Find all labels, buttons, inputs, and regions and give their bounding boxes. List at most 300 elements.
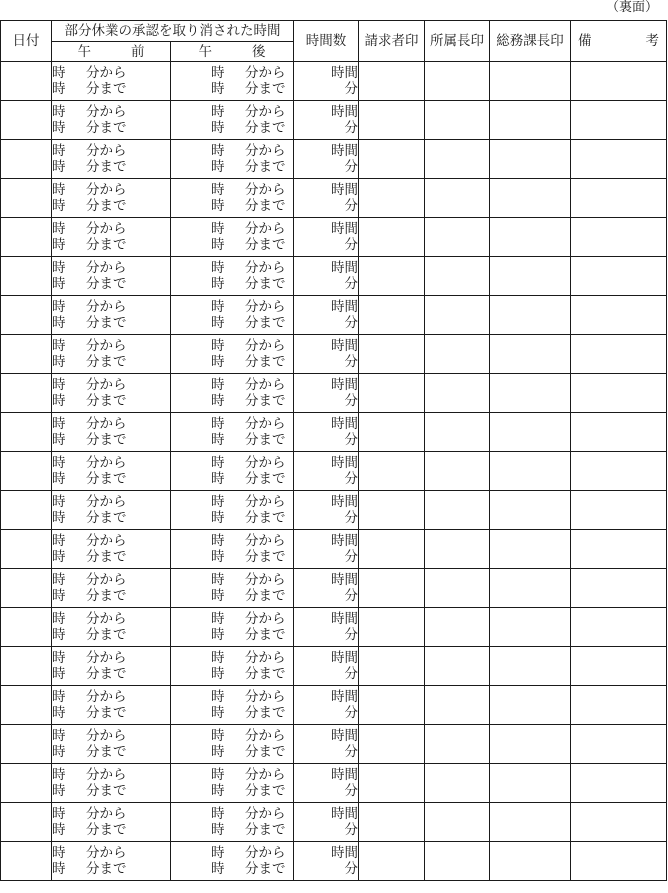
requester-seal-cell[interactable] <box>359 257 425 296</box>
hour-text: 時 <box>211 104 225 120</box>
pm-time-cell[interactable] <box>171 725 294 764</box>
table-row <box>1 374 667 413</box>
hour-text: 時 <box>211 120 225 136</box>
general-affairs-seal-cell[interactable] <box>490 686 571 725</box>
to-minutes-text: 分まで <box>86 315 127 331</box>
hour-text: 時 <box>52 416 66 432</box>
dept-head-seal-cell[interactable] <box>425 335 490 374</box>
date-cell[interactable] <box>1 803 52 842</box>
am-time-cell[interactable] <box>52 764 171 803</box>
hour-text: 時 <box>52 744 66 760</box>
from-minutes-text: 分から <box>86 533 127 549</box>
pm-time-cell[interactable] <box>171 530 294 569</box>
date-cell[interactable] <box>1 686 52 725</box>
table-row <box>1 686 667 725</box>
from-minutes-text: 分から <box>86 767 127 783</box>
to-minutes-text: 分まで <box>245 822 286 838</box>
from-minutes-text: 分から <box>245 65 286 81</box>
from-minutes-text: 分から <box>86 806 127 822</box>
pm-time-cell[interactable] <box>171 101 294 140</box>
general-affairs-seal-cell[interactable] <box>490 62 571 101</box>
notes-cell[interactable] <box>571 62 667 101</box>
dept-head-seal-cell[interactable] <box>425 803 490 842</box>
notes-cell[interactable] <box>571 686 667 725</box>
pm-time-cell[interactable] <box>171 569 294 608</box>
hours-unit-text: 時間 <box>331 143 358 159</box>
header-requester-seal: 請求者印 <box>359 21 425 62</box>
general-affairs-seal-cell[interactable] <box>490 452 571 491</box>
hour-text: 時 <box>52 689 66 705</box>
hours-cell[interactable] <box>294 218 359 257</box>
hour-text: 時 <box>211 455 225 471</box>
general-affairs-seal-cell[interactable] <box>490 608 571 647</box>
dept-head-seal-cell[interactable] <box>425 179 490 218</box>
hour-text: 時 <box>211 143 225 159</box>
notes-cell[interactable] <box>571 842 667 881</box>
general-affairs-seal-cell[interactable] <box>490 764 571 803</box>
am-time-cell[interactable] <box>52 530 171 569</box>
dept-head-seal-cell[interactable] <box>425 62 490 101</box>
general-affairs-seal-cell[interactable] <box>490 842 571 881</box>
minutes-unit-text: 分 <box>344 471 358 487</box>
to-minutes-text: 分まで <box>86 159 127 175</box>
hour-text: 時 <box>52 393 66 409</box>
minutes-unit-text: 分 <box>344 861 358 877</box>
dept-head-seal-cell[interactable] <box>425 296 490 335</box>
hour-text: 時 <box>52 822 66 838</box>
table-row <box>1 803 667 842</box>
hour-text: 時 <box>52 494 66 510</box>
general-affairs-seal-cell[interactable] <box>490 257 571 296</box>
hour-text: 時 <box>52 143 66 159</box>
from-minutes-text: 分から <box>245 689 286 705</box>
hours-unit-text: 時間 <box>331 806 358 822</box>
from-minutes-text: 分から <box>86 728 127 744</box>
from-minutes-text: 分から <box>86 689 127 705</box>
to-minutes-text: 分まで <box>245 315 286 331</box>
date-cell[interactable] <box>1 218 52 257</box>
dept-head-seal-cell[interactable] <box>425 686 490 725</box>
hour-text: 時 <box>211 354 225 370</box>
hours-cell[interactable] <box>294 413 359 452</box>
from-minutes-text: 分から <box>245 338 286 354</box>
pm-time-cell[interactable] <box>171 335 294 374</box>
am-time-cell[interactable] <box>52 803 171 842</box>
notes-cell[interactable] <box>571 530 667 569</box>
am-time-cell[interactable] <box>52 296 171 335</box>
hours-cell[interactable] <box>294 686 359 725</box>
notes-cell[interactable] <box>571 101 667 140</box>
date-cell[interactable] <box>1 647 52 686</box>
header-hours: 時間数 <box>294 21 359 62</box>
to-minutes-text: 分まで <box>245 471 286 487</box>
am-time-cell[interactable] <box>52 179 171 218</box>
header-dept-head-seal: 所属長印 <box>425 21 490 62</box>
dept-head-seal-cell[interactable] <box>425 101 490 140</box>
am-time-cell[interactable] <box>52 647 171 686</box>
dept-head-seal-cell[interactable] <box>425 647 490 686</box>
from-minutes-text: 分から <box>245 533 286 549</box>
notes-cell[interactable] <box>571 569 667 608</box>
hours-unit-text: 時間 <box>331 182 358 198</box>
to-minutes-text: 分まで <box>245 276 286 292</box>
table-row <box>1 608 667 647</box>
dept-head-seal-cell[interactable] <box>425 764 490 803</box>
hour-text: 時 <box>211 221 225 237</box>
pm-time-cell[interactable] <box>171 374 294 413</box>
general-affairs-seal-cell[interactable] <box>490 413 571 452</box>
pm-time-cell[interactable] <box>171 686 294 725</box>
date-cell[interactable] <box>1 725 52 764</box>
date-cell[interactable] <box>1 179 52 218</box>
date-cell[interactable] <box>1 296 52 335</box>
dept-head-seal-cell[interactable] <box>425 842 490 881</box>
minutes-unit-text: 分 <box>344 159 358 175</box>
am-time-cell[interactable] <box>52 257 171 296</box>
to-minutes-text: 分まで <box>245 510 286 526</box>
hours-cell[interactable] <box>294 491 359 530</box>
am-time-cell[interactable] <box>52 452 171 491</box>
header-am: 午 前 <box>52 42 171 62</box>
hours-unit-text: 時間 <box>331 221 358 237</box>
notes-cell[interactable] <box>571 452 667 491</box>
hours-cell[interactable] <box>294 296 359 335</box>
hour-text: 時 <box>52 377 66 393</box>
requester-seal-cell[interactable] <box>359 179 425 218</box>
hour-text: 時 <box>52 237 66 253</box>
hours-cell[interactable] <box>294 62 359 101</box>
to-minutes-text: 分まで <box>86 705 127 721</box>
from-minutes-text: 分から <box>245 611 286 627</box>
hours-cell[interactable] <box>294 725 359 764</box>
general-affairs-seal-cell[interactable] <box>490 569 571 608</box>
am-time-cell[interactable] <box>52 101 171 140</box>
hours-cell[interactable] <box>294 101 359 140</box>
notes-cell[interactable] <box>571 608 667 647</box>
hours-unit-text: 時間 <box>331 611 358 627</box>
hour-text: 時 <box>52 432 66 448</box>
to-minutes-text: 分まで <box>86 471 127 487</box>
minutes-unit-text: 分 <box>344 588 358 604</box>
from-minutes-text: 分から <box>86 611 127 627</box>
requester-seal-cell[interactable] <box>359 842 425 881</box>
dept-head-seal-cell[interactable] <box>425 257 490 296</box>
minutes-unit-text: 分 <box>344 315 358 331</box>
minutes-unit-text: 分 <box>344 81 358 97</box>
am-time-cell[interactable] <box>52 413 171 452</box>
hours-cell[interactable] <box>294 335 359 374</box>
date-cell[interactable] <box>1 62 52 101</box>
am-time-cell[interactable] <box>52 842 171 881</box>
hour-text: 時 <box>52 650 66 666</box>
requester-seal-cell[interactable] <box>359 413 425 452</box>
pm-time-cell[interactable] <box>171 452 294 491</box>
general-affairs-seal-cell[interactable] <box>490 218 571 257</box>
pm-time-cell[interactable] <box>171 608 294 647</box>
minutes-unit-text: 分 <box>344 666 358 682</box>
requester-seal-cell[interactable] <box>359 335 425 374</box>
hour-text: 時 <box>52 845 66 861</box>
date-cell[interactable] <box>1 452 52 491</box>
date-cell[interactable] <box>1 491 52 530</box>
hour-text: 時 <box>52 572 66 588</box>
hour-text: 時 <box>211 650 225 666</box>
pm-time-cell[interactable] <box>171 218 294 257</box>
hour-text: 時 <box>52 338 66 354</box>
am-time-cell[interactable] <box>52 62 171 101</box>
hour-text: 時 <box>211 182 225 198</box>
minutes-unit-text: 分 <box>344 510 358 526</box>
requester-seal-cell[interactable] <box>359 764 425 803</box>
from-minutes-text: 分から <box>245 767 286 783</box>
pm-time-cell[interactable] <box>171 257 294 296</box>
requester-seal-cell[interactable] <box>359 491 425 530</box>
general-affairs-seal-cell[interactable] <box>490 530 571 569</box>
dept-head-seal-cell[interactable] <box>425 413 490 452</box>
table-row <box>1 218 667 257</box>
from-minutes-text: 分から <box>245 221 286 237</box>
to-minutes-text: 分まで <box>86 354 127 370</box>
hours-cell[interactable] <box>294 530 359 569</box>
hours-unit-text: 時間 <box>331 728 358 744</box>
to-minutes-text: 分まで <box>245 549 286 565</box>
hours-unit-text: 時間 <box>331 494 358 510</box>
from-minutes-text: 分から <box>245 416 286 432</box>
hour-text: 時 <box>211 65 225 81</box>
general-affairs-seal-cell[interactable] <box>490 491 571 530</box>
header-pm: 午 後 <box>171 42 294 62</box>
hour-text: 時 <box>52 767 66 783</box>
to-minutes-text: 分まで <box>86 120 127 136</box>
pm-time-cell[interactable] <box>171 647 294 686</box>
pm-time-cell[interactable] <box>171 413 294 452</box>
pm-time-cell[interactable] <box>171 842 294 881</box>
am-time-cell[interactable] <box>52 686 171 725</box>
general-affairs-seal-cell[interactable] <box>490 101 571 140</box>
hours-cell[interactable] <box>294 803 359 842</box>
general-affairs-seal-cell[interactable] <box>490 179 571 218</box>
date-cell[interactable] <box>1 842 52 881</box>
from-minutes-text: 分から <box>245 143 286 159</box>
from-minutes-text: 分から <box>86 377 127 393</box>
date-cell[interactable] <box>1 335 52 374</box>
minutes-unit-text: 分 <box>344 822 358 838</box>
table-row <box>1 725 667 764</box>
requester-seal-cell[interactable] <box>359 374 425 413</box>
partial-leave-cancellation-table <box>0 20 667 881</box>
requester-seal-cell[interactable] <box>359 62 425 101</box>
hour-text: 時 <box>52 861 66 877</box>
hour-text: 時 <box>211 494 225 510</box>
notes-cell[interactable] <box>571 647 667 686</box>
notes-cell[interactable] <box>571 179 667 218</box>
dept-head-seal-cell[interactable] <box>425 140 490 179</box>
requester-seal-cell[interactable] <box>359 686 425 725</box>
hour-text: 時 <box>211 705 225 721</box>
date-cell[interactable] <box>1 257 52 296</box>
dept-head-seal-cell[interactable] <box>425 491 490 530</box>
hours-cell[interactable] <box>294 569 359 608</box>
notes-cell[interactable] <box>571 335 667 374</box>
requester-seal-cell[interactable] <box>359 296 425 335</box>
hours-unit-text: 時間 <box>331 689 358 705</box>
to-minutes-text: 分まで <box>245 861 286 877</box>
from-minutes-text: 分から <box>245 806 286 822</box>
hours-cell[interactable] <box>294 842 359 881</box>
table-row <box>1 647 667 686</box>
notes-cell[interactable] <box>571 296 667 335</box>
pm-time-cell[interactable] <box>171 803 294 842</box>
hour-text: 時 <box>211 299 225 315</box>
am-time-cell[interactable] <box>52 569 171 608</box>
dept-head-seal-cell[interactable] <box>425 569 490 608</box>
general-affairs-seal-cell[interactable] <box>490 803 571 842</box>
to-minutes-text: 分まで <box>86 783 127 799</box>
dept-head-seal-cell[interactable] <box>425 608 490 647</box>
hour-text: 時 <box>52 65 66 81</box>
requester-seal-cell[interactable] <box>359 647 425 686</box>
hour-text: 時 <box>211 276 225 292</box>
minutes-unit-text: 分 <box>344 432 358 448</box>
pm-time-cell[interactable] <box>171 296 294 335</box>
notes-cell[interactable] <box>571 140 667 179</box>
requester-seal-cell[interactable] <box>359 452 425 491</box>
requester-seal-cell[interactable] <box>359 101 425 140</box>
header-cancelled-time: 部分休業の承認を取り消された時間 <box>52 21 294 42</box>
notes-cell[interactable] <box>571 764 667 803</box>
notes-cell[interactable] <box>571 374 667 413</box>
pm-time-cell[interactable] <box>171 140 294 179</box>
am-time-cell[interactable] <box>52 608 171 647</box>
hour-text: 時 <box>52 588 66 604</box>
requester-seal-cell[interactable] <box>359 140 425 179</box>
hours-cell[interactable] <box>294 452 359 491</box>
requester-seal-cell[interactable] <box>359 218 425 257</box>
hours-unit-text: 時間 <box>331 338 358 354</box>
hours-cell[interactable] <box>294 608 359 647</box>
hour-text: 時 <box>52 510 66 526</box>
hours-unit-text: 時間 <box>331 533 358 549</box>
hours-cell[interactable] <box>294 374 359 413</box>
notes-cell[interactable] <box>571 803 667 842</box>
hours-cell[interactable] <box>294 647 359 686</box>
general-affairs-seal-cell[interactable] <box>490 296 571 335</box>
date-cell[interactable] <box>1 413 52 452</box>
hour-text: 時 <box>52 666 66 682</box>
notes-cell[interactable] <box>571 218 667 257</box>
date-cell[interactable] <box>1 569 52 608</box>
to-minutes-text: 分まで <box>245 237 286 253</box>
table-row <box>1 101 667 140</box>
am-time-cell[interactable] <box>52 218 171 257</box>
notes-cell[interactable] <box>571 257 667 296</box>
date-cell[interactable] <box>1 608 52 647</box>
date-cell[interactable] <box>1 101 52 140</box>
hour-text: 時 <box>211 260 225 276</box>
hour-text: 時 <box>52 221 66 237</box>
am-time-cell[interactable] <box>52 491 171 530</box>
date-cell[interactable] <box>1 764 52 803</box>
hour-text: 時 <box>211 471 225 487</box>
hours-cell[interactable] <box>294 764 359 803</box>
notes-cell[interactable] <box>571 491 667 530</box>
hour-text: 時 <box>211 198 225 214</box>
from-minutes-text: 分から <box>86 65 127 81</box>
hour-text: 時 <box>211 611 225 627</box>
pm-time-cell[interactable] <box>171 179 294 218</box>
requester-seal-cell[interactable] <box>359 608 425 647</box>
dept-head-seal-cell[interactable] <box>425 374 490 413</box>
to-minutes-text: 分まで <box>245 354 286 370</box>
hour-text: 時 <box>211 377 225 393</box>
hours-unit-text: 時間 <box>331 650 358 666</box>
header-general-affairs-seal: 総務課長印 <box>490 21 571 62</box>
from-minutes-text: 分から <box>245 494 286 510</box>
minutes-unit-text: 分 <box>344 393 358 409</box>
requester-seal-cell[interactable] <box>359 803 425 842</box>
table-row <box>1 179 667 218</box>
dept-head-seal-cell[interactable] <box>425 725 490 764</box>
hour-text: 時 <box>52 728 66 744</box>
am-time-cell[interactable] <box>52 374 171 413</box>
am-time-cell[interactable] <box>52 140 171 179</box>
notes-cell[interactable] <box>571 413 667 452</box>
hour-text: 時 <box>52 705 66 721</box>
table-row <box>1 530 667 569</box>
date-cell[interactable] <box>1 374 52 413</box>
requester-seal-cell[interactable] <box>359 530 425 569</box>
dept-head-seal-cell[interactable] <box>425 452 490 491</box>
requester-seal-cell[interactable] <box>359 725 425 764</box>
to-minutes-text: 分まで <box>245 198 286 214</box>
pm-time-cell[interactable] <box>171 491 294 530</box>
requester-seal-cell[interactable] <box>359 569 425 608</box>
to-minutes-text: 分まで <box>245 627 286 643</box>
hours-cell[interactable] <box>294 257 359 296</box>
am-time-cell[interactable] <box>52 335 171 374</box>
minutes-unit-text: 分 <box>344 705 358 721</box>
general-affairs-seal-cell[interactable] <box>490 647 571 686</box>
general-affairs-seal-cell[interactable] <box>490 140 571 179</box>
pm-time-cell[interactable] <box>171 764 294 803</box>
to-minutes-text: 分まで <box>86 276 127 292</box>
table-row <box>1 140 667 179</box>
dept-head-seal-cell[interactable] <box>425 218 490 257</box>
from-minutes-text: 分から <box>86 572 127 588</box>
hour-text: 時 <box>52 611 66 627</box>
from-minutes-text: 分から <box>245 845 286 861</box>
minutes-unit-text: 分 <box>344 237 358 253</box>
general-affairs-seal-cell[interactable] <box>490 335 571 374</box>
general-affairs-seal-cell[interactable] <box>490 374 571 413</box>
notes-cell[interactable] <box>571 725 667 764</box>
hour-text: 時 <box>211 767 225 783</box>
hours-cell[interactable] <box>294 140 359 179</box>
table-row <box>1 296 667 335</box>
hour-text: 時 <box>52 471 66 487</box>
from-minutes-text: 分から <box>245 104 286 120</box>
date-cell[interactable] <box>1 140 52 179</box>
to-minutes-text: 分まで <box>86 588 127 604</box>
pm-time-cell[interactable] <box>171 62 294 101</box>
hour-text: 時 <box>52 806 66 822</box>
from-minutes-text: 分から <box>86 494 127 510</box>
dept-head-seal-cell[interactable] <box>425 530 490 569</box>
hours-cell[interactable] <box>294 179 359 218</box>
date-cell[interactable] <box>1 530 52 569</box>
am-time-cell[interactable] <box>52 725 171 764</box>
general-affairs-seal-cell[interactable] <box>490 725 571 764</box>
